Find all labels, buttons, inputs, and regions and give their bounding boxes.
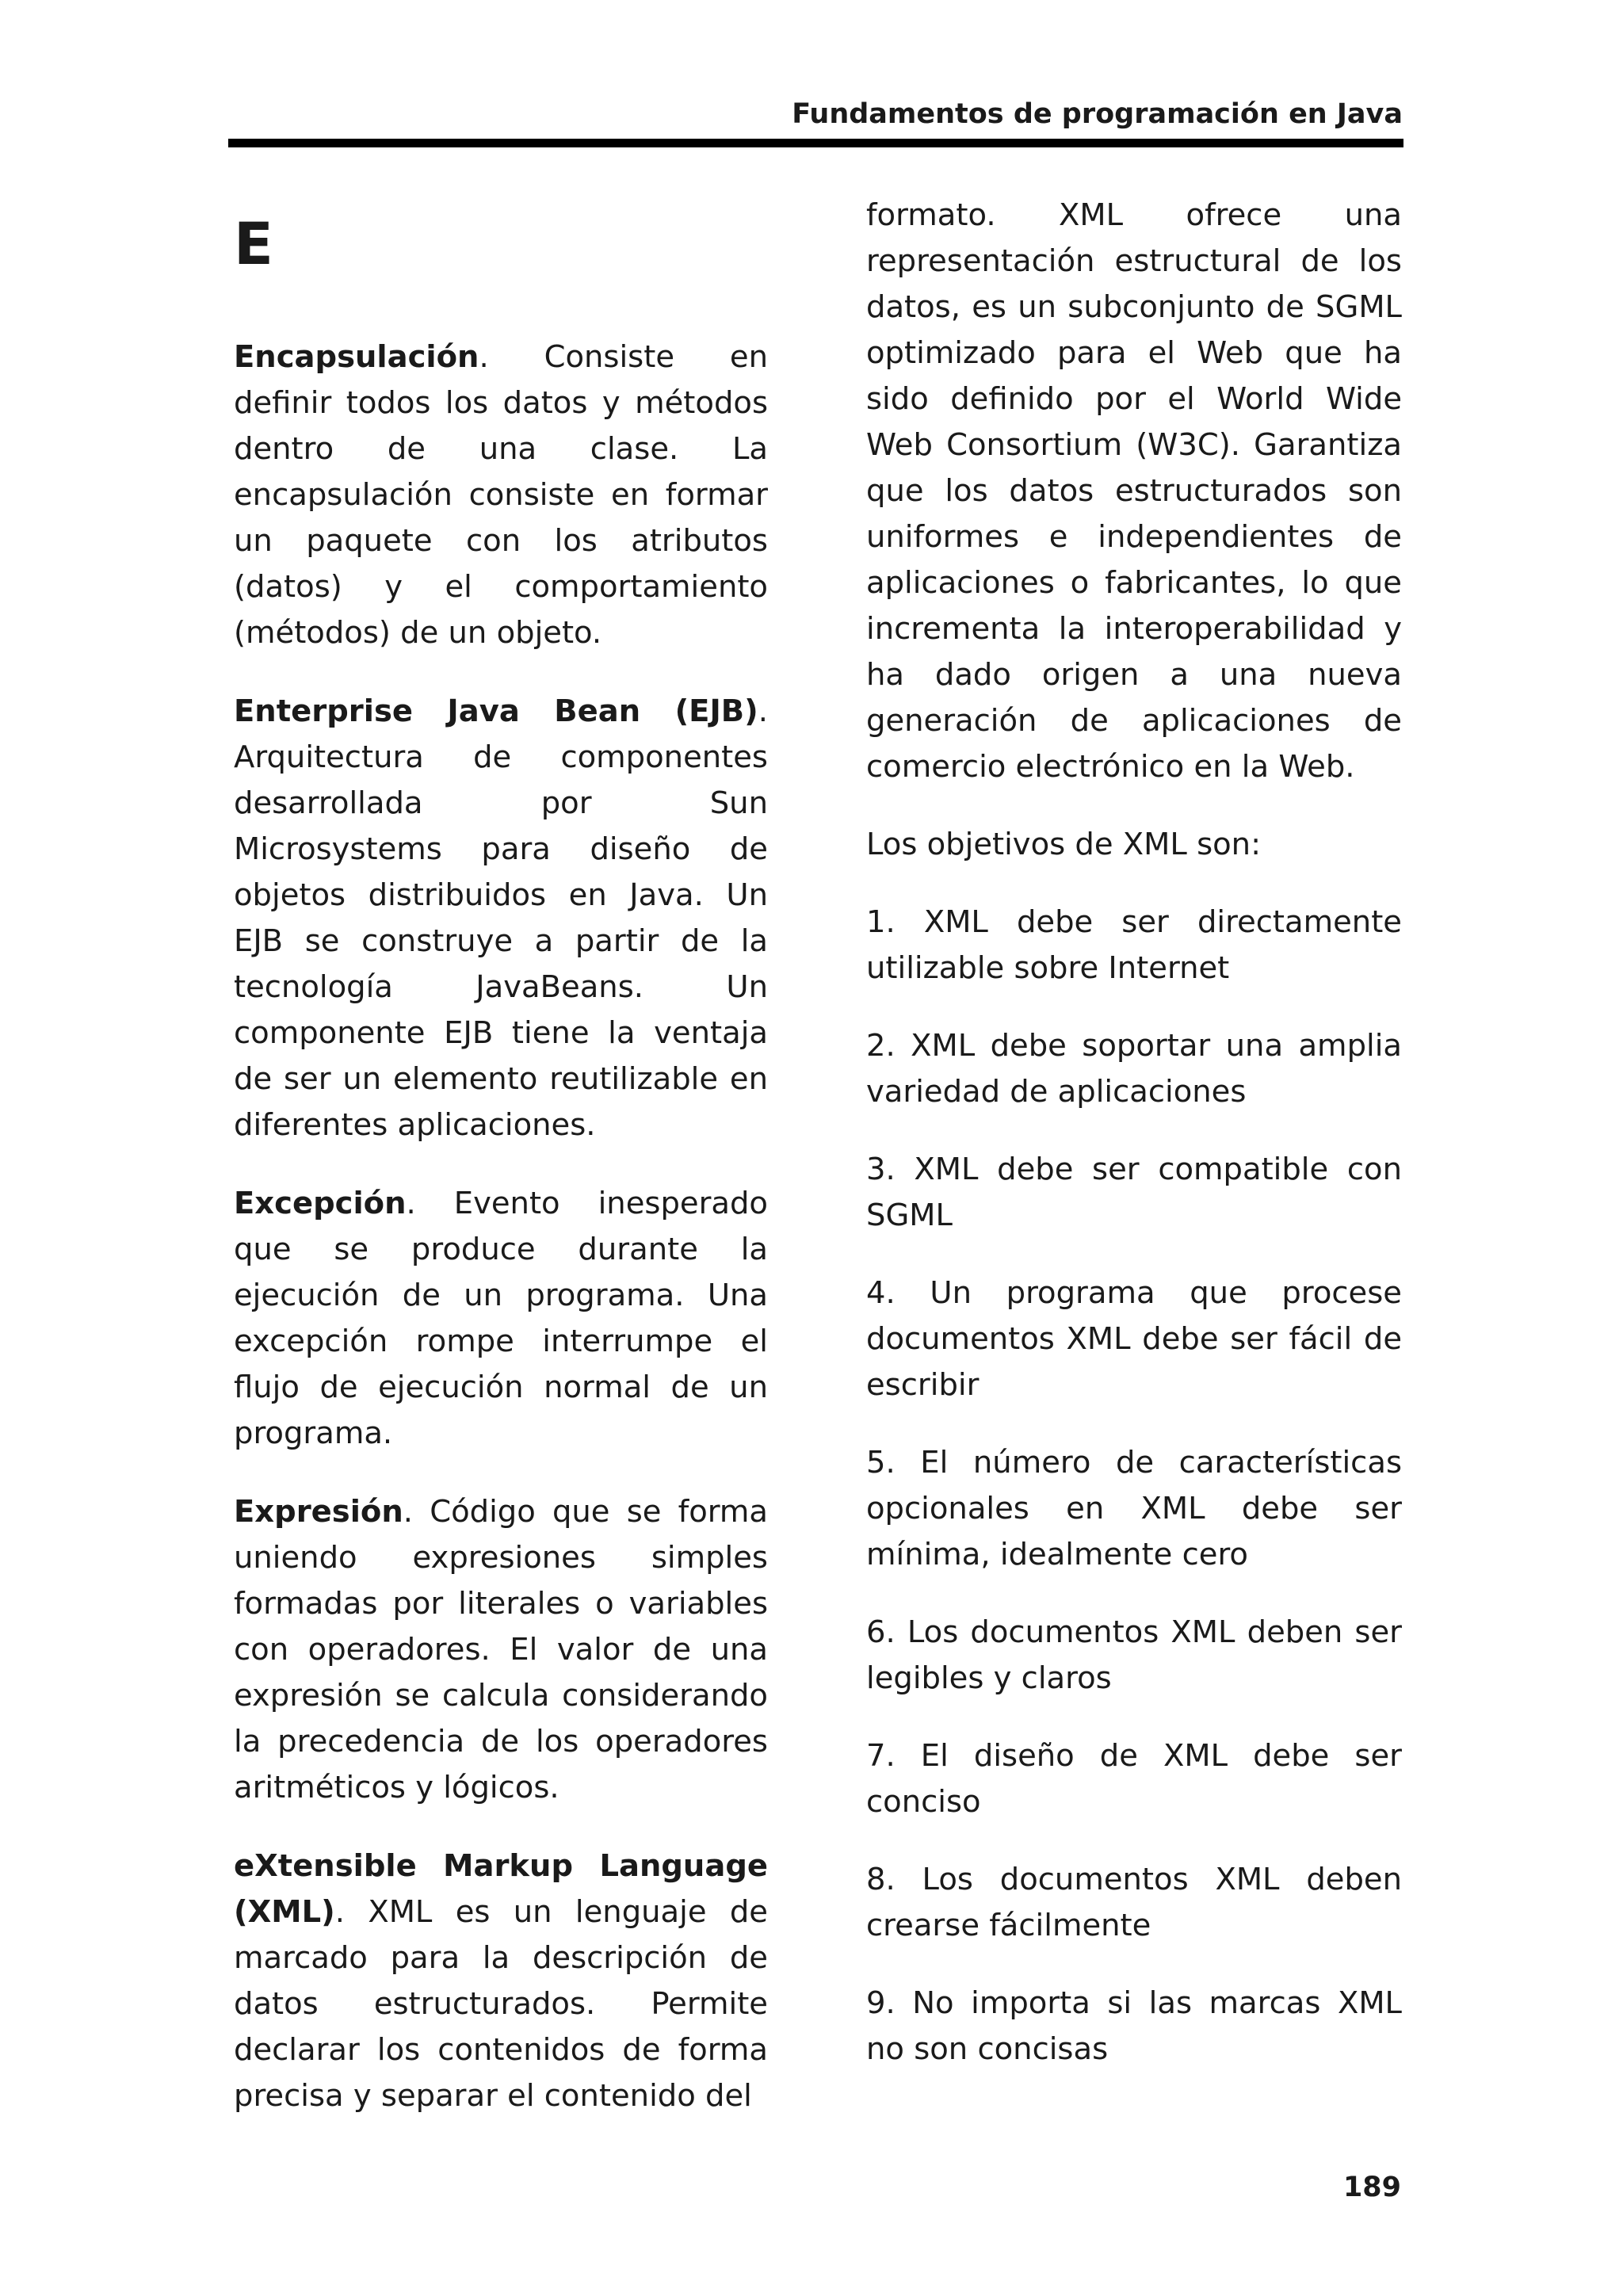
- glossary-term: Expresión: [234, 1494, 403, 1530]
- glossary-definition: . Arquitectura de componentes desarrollada por Sun Microsystems para diseño de objetos distribuidos en Java. Un EJB se construye a partir de la tecnología JavaBeans. Un componente EJB tiene la ventaja de ser un elemento reutilizable en diferentes aplicaciones.: [234, 693, 768, 1143]
- running-header: Fundamentos de programación en Java: [792, 98, 1403, 130]
- glossary-entry-encapsulacion: [234, 334, 768, 656]
- header-rule: [228, 139, 1403, 147]
- glossary-entry-expresion: [234, 1489, 768, 1811]
- objective-item-2: 2. XML debe soportar una amplia variedad de aplicaciones: [866, 1028, 1402, 1110]
- objectives-intro: Los objetivos de XML son:: [866, 827, 1262, 862]
- objective-item-8: 8. Los documentos XML deben crearse fácilmente: [866, 1862, 1402, 1943]
- objective-item-1: 1. XML debe ser directamente utilizable sobre Internet: [866, 904, 1402, 986]
- glossary-term: Enterprise Java Bean (EJB): [234, 693, 758, 729]
- glossary-definition: . XML es un lenguaje de marcado para la descripción de datos estructurados. Permite declarar los contenidos de forma precisa y separar el contenido del: [234, 1894, 768, 2114]
- glossary-definition: . Evento inesperado que se produce durante la ejecución de un programa. Una excepción rompe interrumpe el flujo de ejecución normal de un programa.: [234, 1186, 768, 1451]
- objective-item-3: 3. XML debe ser compatible con SGML: [866, 1152, 1402, 1233]
- section-letter: E: [234, 211, 273, 278]
- glossary-entry-xml: [234, 1843, 768, 2119]
- objective-item-9: 9. No importa si las marcas XML no son concisas: [866, 1985, 1402, 2067]
- glossary-entry-ejb: [234, 689, 768, 1148]
- glossary-term: Excepción: [234, 1186, 407, 1221]
- objective-item-4: 4. Un programa que procese documentos XML debe ser fácil de escribir: [866, 1275, 1402, 1403]
- glossary-entry-excepcion: [234, 1181, 768, 1457]
- glossary-term: eXtensible Markup Language (XML): [234, 1848, 768, 1930]
- xml-definition-continuation: formato. XML ofrece una representación estructural de los datos, es un subconjunto de SGML optimizado para el Web que ha sido definido por el World Wide Web Consortium (W3C). Garantiza que los datos estructurados son uniformes e independientes de aplicaciones o fabricantes, lo que incrementa la interoperabilidad y ha dado origen a una nueva generación de aplicaciones de comercio electrónico en la Web.: [866, 197, 1402, 785]
- glossary-definition: . Código que se forma uniendo expresiones simples formadas por literales o variables con operadores. El valor de una expresión se calcula considerando la precedencia de los operadores aritméticos y lógicos.: [234, 1494, 768, 1805]
- objective-item-5: 5. El número de características opcionales en XML debe ser mínima, idealmente cero: [866, 1445, 1402, 1572]
- glossary-definition: . Consiste en definir todos los datos y métodos dentro de una clase. La encapsulación consiste en formar un paquete con los atributos (datos) y el comportamiento (métodos) de un objeto.: [234, 339, 768, 651]
- left-column: [234, 184, 768, 2119]
- right-column: [866, 193, 1402, 2073]
- objective-item-7: 7. El diseño de XML debe ser conciso: [866, 1738, 1402, 1820]
- glossary-term: Encapsulación: [234, 339, 479, 375]
- objective-item-6: 6. Los documentos XML deben ser legibles y claros: [866, 1614, 1402, 1696]
- page-number: 189: [1342, 2172, 1401, 2203]
